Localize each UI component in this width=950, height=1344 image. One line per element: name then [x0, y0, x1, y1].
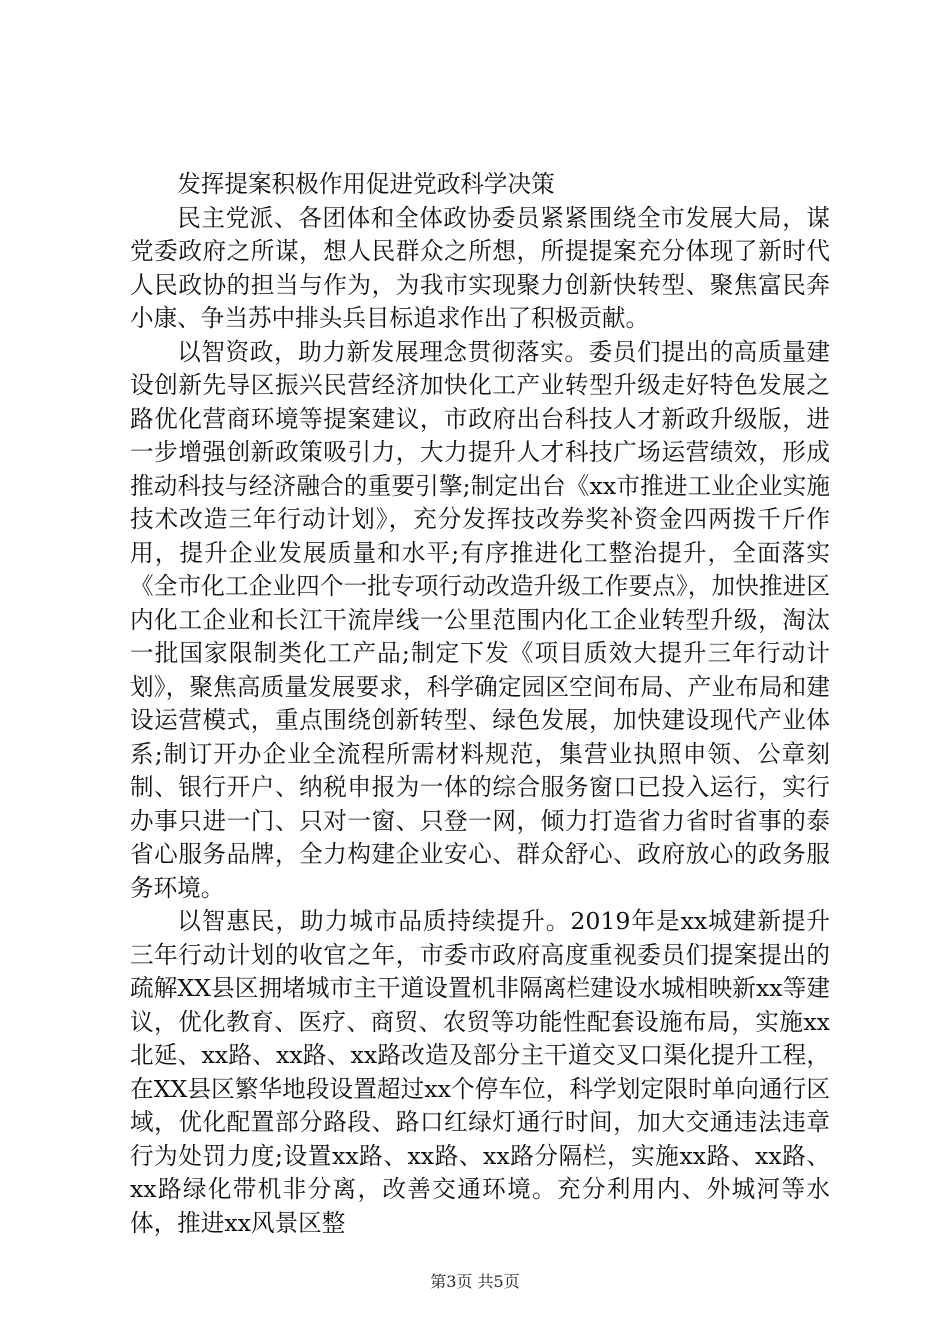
paragraph-intro: 民主党派、各团体和全体政协委员紧紧围绕全市发展大局，谋党委政府之所谋，想人民群众之所想，所提提案充分体现了新时代人民政协的担当与作为，为我市实现聚力创新快转型、聚焦富民奔小康、争当苏中排头兵目标追求作出了积极贡献。 — [130, 203, 830, 332]
document-title: 发挥提案积极作用促进党政科学决策 — [177, 170, 555, 198]
paragraph-urban-quality: 以智惠民，助力城市品质持续提升。2019年是xx城建新提升三年行动计划的收官之年，市委市政府高度重视委员们提案提出的疏解XX县区拥堵城市主干道设置机非隔离栏建设水城相映新xx等建议，优化教育、医疗、商贸、农贸等功能性配套设施布局，实施xx北延、xx路、xx路、xx路改造及部分主干道交叉口渠化提升工程，在XX县区繁华地段设置超过xx个停车位，科学划定限时单向通行区域，优化配置部分路段、路口红绿灯通行时间，加大交通违法违章行为处罚力度;设置xx路、xx路、xx路分隔栏，实施xx路、xx路、xx路绿化带机非分离，改善交通环境。充分利用内、外城河等水体，推进xx风景区整 — [130, 907, 830, 1237]
page-number-footer: 第3页 共5页 — [430, 1272, 520, 1291]
paragraph-innovation: 以智资政，助力新发展理念贯彻落实。委员们提出的高质量建设创新先导区振兴民营经济加快化工产业转型升级走好特色发展之路优化营商环境等提案建议，市政府出台科技人才新政升级版，进一步增强创新政策吸引力，大力提升人才科技广场运营绩效，形成推动科技与经济融合的重要引擎;制定出台《xx市推进工业企业实施技术改造三年行动计划》，充分发挥技改券奖补资金四两拨千斤作用，提升企业发展质量和水平;有序推进化工整治提升，全面落实《全市化工企业四个一批专项行动改造升级工作要点》，加快推进区内化工企业和长江干流岸线一公里范围内化工企业转型升级，淘汰一批国家限制类化工产品;制定下发《项目质效大提升三年行动计划》，聚焦高质量发展要求，科学确定园区空间布局、产业布局和建设运营模式，重点围绕创新转型、绿色发展，加快建设现代产业体系;制订开办企业全流程所需材料规范，集营业执照申领、公章刻制、银行开户、纳税申报为一体的综合服务窗口已投入运行，实行办事只进一门、只对一窗、只登一网，倾力打造省力省时省事的泰省心服务品牌，全力构建企业安心、群众舒心、政府放心的政务服务环境。 — [130, 337, 830, 902]
document-body — [130, 168, 830, 1240]
